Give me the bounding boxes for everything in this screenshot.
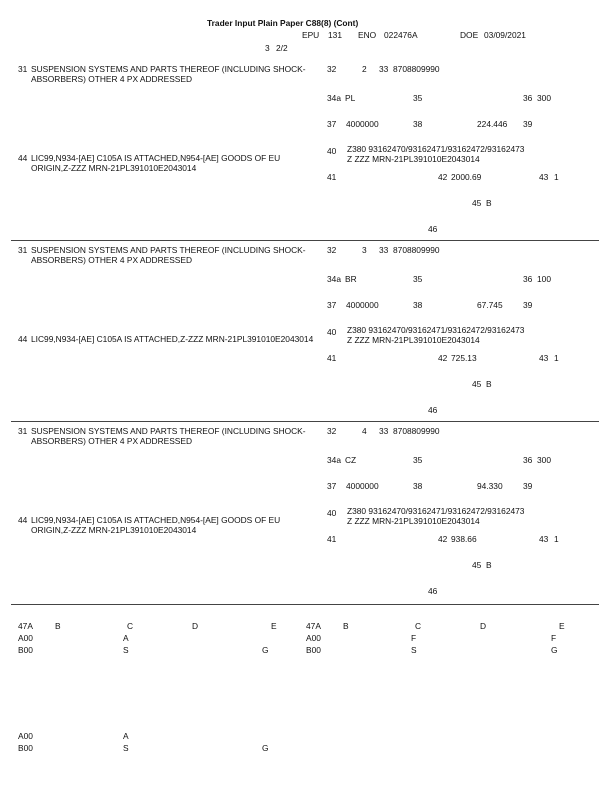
box32-value: 4: [362, 426, 367, 436]
box33-value: 8708809990: [393, 64, 440, 74]
box40-line1: Z380 93162470/93162471/93162472/93162473: [347, 506, 525, 516]
box43-label: 43: [539, 172, 549, 182]
box36-label: 36: [523, 93, 533, 103]
eno-label: ENO: [358, 30, 377, 40]
box41-label: 41: [327, 534, 337, 544]
box34a-label: 34a: [327, 93, 341, 103]
box37-value: 4000000: [346, 119, 379, 129]
box42-value: 938.66: [451, 534, 477, 544]
box42-value: 2000.69: [451, 172, 482, 182]
tax-cell: B00: [306, 645, 321, 655]
tax-cell: F: [411, 633, 417, 643]
box45-value: B: [486, 198, 492, 208]
box33-value: 8708809990: [393, 426, 440, 436]
tax-cell: A00: [18, 633, 33, 643]
doe-label: DOE: [460, 30, 479, 40]
box32-label: 32: [327, 245, 337, 255]
box43-label: 43: [539, 353, 549, 363]
tax-header-b: B: [343, 621, 349, 631]
box36-value: 100: [537, 274, 551, 284]
box45-label: 45: [472, 198, 482, 208]
box38-value: 67.745: [477, 300, 503, 310]
tax-cell: F: [551, 633, 557, 643]
box31-label: 31: [18, 245, 28, 255]
box34a-value: BR: [345, 274, 357, 284]
box44-label: 44: [18, 153, 28, 163]
box43-label: 43: [539, 534, 549, 544]
box33-label: 33: [379, 245, 389, 255]
box38-label: 38: [413, 481, 423, 491]
box39-label: 39: [523, 119, 533, 129]
box31-label: 31: [18, 426, 28, 436]
box44-description: LIC99,N934-[AE] C105A IS ATTACHED,Z-ZZZ MRN-21PL391010E2043014: [31, 334, 314, 344]
box43-value: 1: [554, 534, 559, 544]
tax-cell: A: [123, 633, 129, 643]
box32-label: 32: [327, 426, 337, 436]
box35-label: 35: [413, 93, 423, 103]
tax-cell: A00: [18, 731, 33, 741]
goods-item: [0, 422, 612, 605]
box40-line2: Z ZZZ MRN-21PL391010E2043014: [347, 335, 480, 345]
box32-value: 2: [362, 64, 367, 74]
box38-label: 38: [413, 119, 423, 129]
box40-label: 40: [327, 508, 337, 518]
box39-label: 39: [523, 300, 533, 310]
tax-header-47a: 47A: [306, 621, 321, 631]
box46-label: 46: [428, 405, 438, 415]
box40-line2: Z ZZZ MRN-21PL391010E2043014: [347, 154, 480, 164]
box36-value: 300: [537, 93, 551, 103]
box34a-label: 34a: [327, 274, 341, 284]
box34a-label: 34a: [327, 455, 341, 465]
box31-description: SUSPENSION SYSTEMS AND PARTS THEREOF (INCLUDING SHOCK-ABSORBERS) OTHER 4 PX ADDRESSED: [31, 245, 306, 265]
box44-description: LIC99,N934-[AE] C105A IS ATTACHED,N954-[AE] GOODS OF EU ORIGIN,Z-ZZZ MRN-21PL391010E2043014: [31, 153, 281, 173]
tax-header-e: E: [559, 621, 565, 631]
box44-label: 44: [18, 334, 28, 344]
eno-value: 022476A: [384, 30, 418, 40]
epu-label: EPU: [302, 30, 320, 40]
box37-label: 37: [327, 119, 337, 129]
tax-cell: A00: [306, 633, 321, 643]
box37-label: 37: [327, 481, 337, 491]
box33-label: 33: [379, 426, 389, 436]
tax-cell: S: [411, 645, 417, 655]
box38-value: 224.446: [477, 119, 508, 129]
tax-header-e: E: [271, 621, 277, 631]
tax-cell: S: [123, 645, 129, 655]
box37-value: 4000000: [346, 300, 379, 310]
box33-value: 8708809990: [393, 245, 440, 255]
box45-label: 45: [472, 379, 482, 389]
page-of: 2/2: [276, 43, 288, 53]
tax-header-c: C: [415, 621, 422, 631]
box40-line1: Z380 93162470/93162471/93162472/93162473: [347, 325, 525, 335]
box37-label: 37: [327, 300, 337, 310]
box33-label: 33: [379, 64, 389, 74]
box45-value: B: [486, 560, 492, 570]
box39-label: 39: [523, 481, 533, 491]
tax-cell: S: [123, 743, 129, 753]
box46-label: 46: [428, 224, 438, 234]
box46-label: 46: [428, 586, 438, 596]
box31-description: SUSPENSION SYSTEMS AND PARTS THEREOF (INCLUDING SHOCK-ABSORBERS) OTHER 4 PX ADDRESSED: [31, 426, 306, 446]
tax-cell: B00: [18, 743, 33, 753]
box44-label: 44: [18, 515, 28, 525]
box31-label: 31: [18, 64, 28, 74]
box35-label: 35: [413, 274, 423, 284]
tax-header-d: D: [480, 621, 487, 631]
box37-value: 4000000: [346, 481, 379, 491]
box34a-value: PL: [345, 93, 356, 103]
box42-label: 42: [438, 534, 448, 544]
box34a-value: CZ: [345, 455, 357, 465]
tax-cell: A: [123, 731, 129, 741]
box43-value: 1: [554, 172, 559, 182]
goods-item: [0, 241, 612, 424]
box40-label: 40: [327, 327, 337, 337]
box38-label: 38: [413, 300, 423, 310]
box36-label: 36: [523, 274, 533, 284]
tax-header-c: C: [127, 621, 134, 631]
tax-cell: G: [262, 743, 269, 753]
tax-cell: G: [551, 645, 558, 655]
doe-value: 03/09/2021: [484, 30, 526, 40]
box42-value: 725.13: [451, 353, 477, 363]
page-title: Trader Input Plain Paper C88(8) (Cont): [207, 18, 359, 28]
box42-label: 42: [438, 353, 448, 363]
box38-value: 94.330: [477, 481, 503, 491]
box36-label: 36: [523, 455, 533, 465]
box41-label: 41: [327, 353, 337, 363]
epu-value: 131: [328, 30, 342, 40]
tax-header-47a: 47A: [18, 621, 33, 631]
box31-description: SUSPENSION SYSTEMS AND PARTS THEREOF (INCLUDING SHOCK-ABSORBERS) OTHER 4 PX ADDRESSED: [31, 64, 306, 84]
box45-label: 45: [472, 560, 482, 570]
box40-label: 40: [327, 146, 337, 156]
box42-label: 42: [438, 172, 448, 182]
box41-label: 41: [327, 172, 337, 182]
box43-value: 1: [554, 353, 559, 363]
tax-header-b: B: [55, 621, 61, 631]
page-number: 3: [265, 43, 270, 53]
box36-value: 300: [537, 455, 551, 465]
box35-label: 35: [413, 455, 423, 465]
box45-value: B: [486, 379, 492, 389]
goods-item: [0, 60, 612, 243]
box44-description: LIC99,N934-[AE] C105A IS ATTACHED,N954-[AE] GOODS OF EU ORIGIN,Z-ZZZ MRN-21PL391010E2043014: [31, 515, 281, 535]
tax-cell: B00: [18, 645, 33, 655]
box32-value: 3: [362, 245, 367, 255]
box40-line1: Z380 93162470/93162471/93162472/93162473: [347, 144, 525, 154]
box40-line2: Z ZZZ MRN-21PL391010E2043014: [347, 516, 480, 526]
tax-header-d: D: [192, 621, 199, 631]
box32-label: 32: [327, 64, 337, 74]
item-divider: [11, 604, 599, 605]
tax-cell: G: [262, 645, 269, 655]
